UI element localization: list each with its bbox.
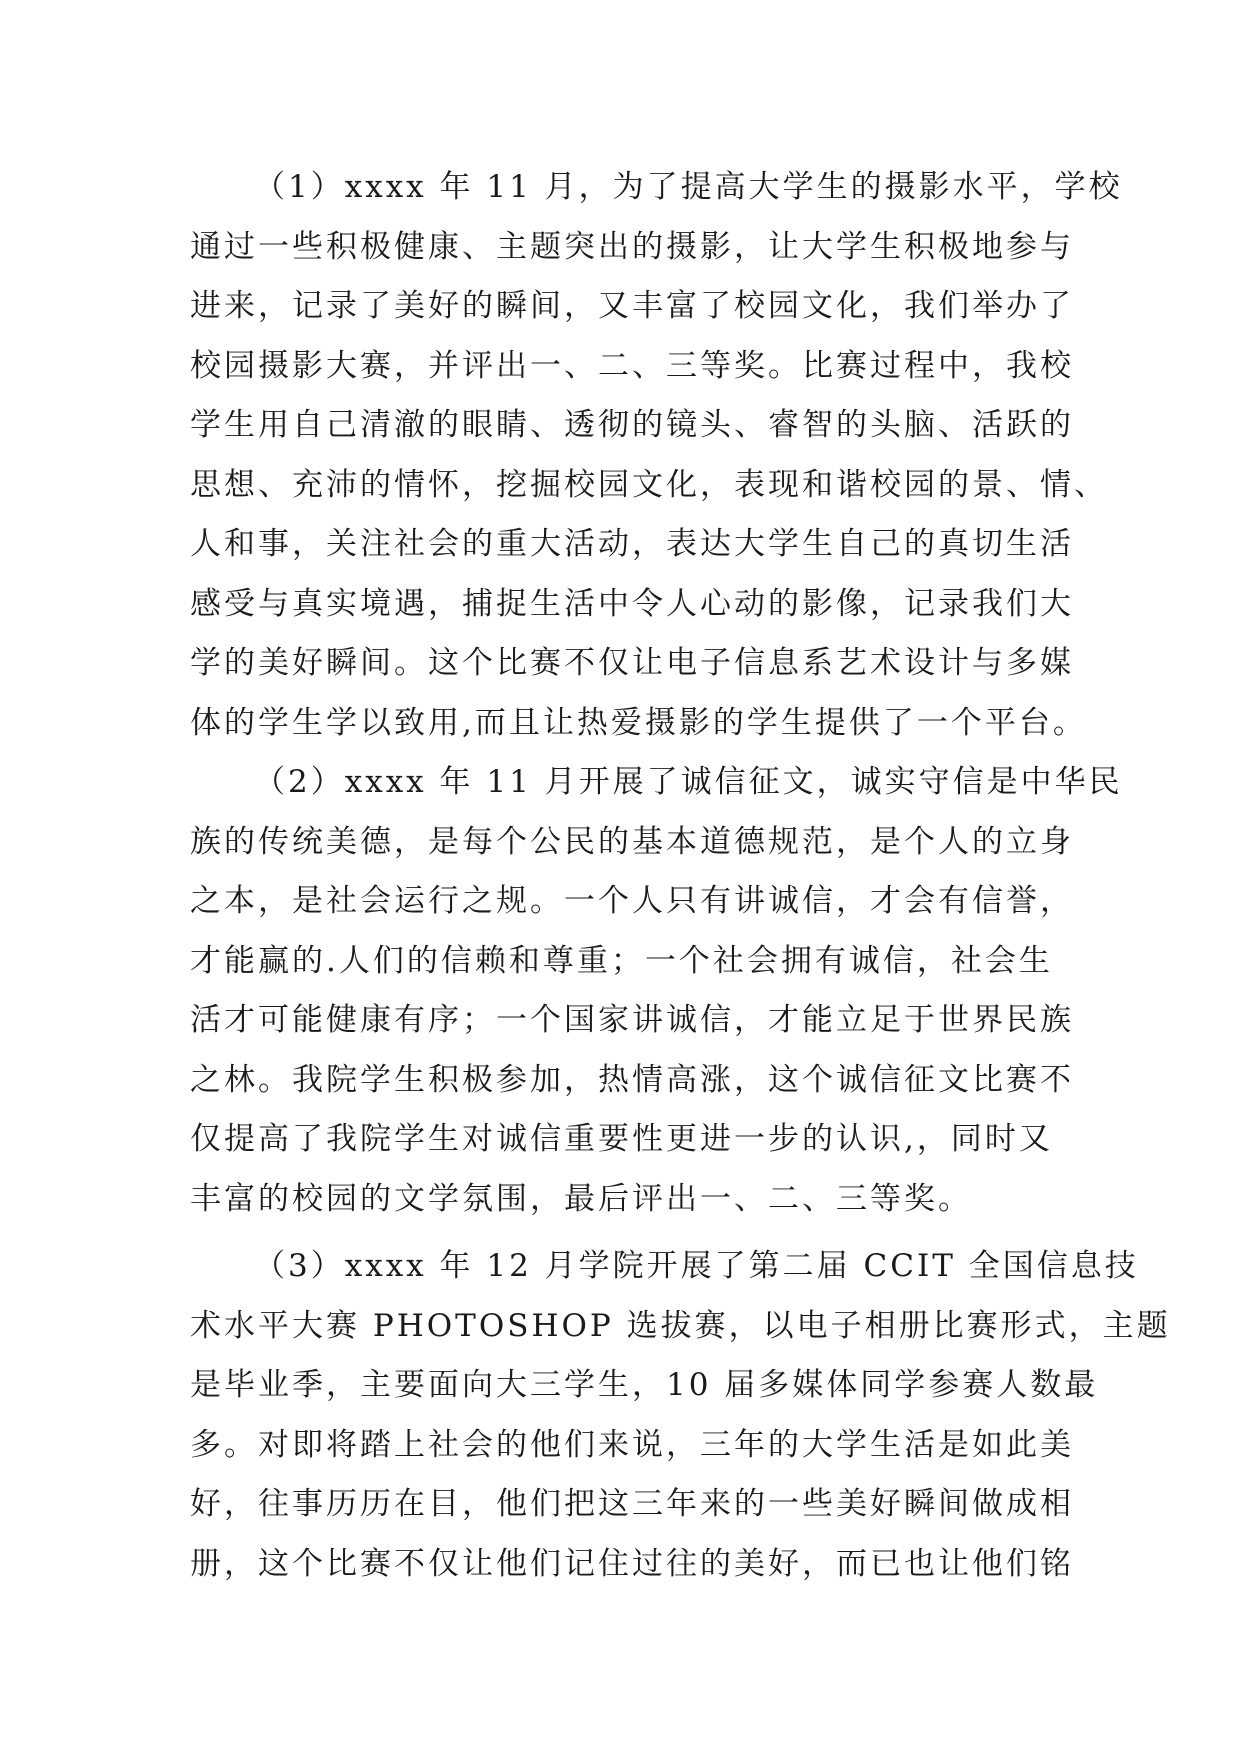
paragraph-line: 之林。我院学生积极参加，热情高涨，这个诚信征文比赛不 [190,1061,1074,1098]
paragraph-line: 丰富的校园的文学氛围，最后评出一、二、三等奖。 [190,1180,972,1217]
paragraph-1 [190,158,1123,753]
paragraph-line: 好，往事历历在目，他们把这三年来的一些美好瞬间做成相 [190,1486,1074,1522]
paragraph-spacer [190,1229,1050,1237]
paragraph-line: 才能赢的.人们的信赖和尊重；一个社会拥有诚信，社会生 [190,942,1053,979]
paragraph-line: 活才可能健康有序；一个国家讲诚信，才能立足于世界民族 [190,1002,1074,1038]
paragraph-line: 进来，记录了美好的瞬间，又丰富了校园文化，我们举办了 [190,288,1074,324]
document-body [190,158,1171,1594]
paragraph-2 [190,753,1123,1229]
paragraph-line: 体的学生学以致用,而且让热爱摄影的学生提供了一个平台。 [190,704,1087,741]
paragraph-line: 之本，是社会运行之规。一个人只有讲诚信，才会有信誉， [190,883,1074,919]
paragraph-line: （1）xxxx 年 11 月，为了提高大学生的摄影水平，学校 [254,169,1123,205]
paragraph-line: 术水平大赛 PHOTOSHOP 选拔赛，以电子相册比赛形式，主题 [190,1307,1171,1344]
paragraph-line: 通过一些积极健康、主题突出的摄影，让大学生积极地参与 [190,228,1074,265]
paragraph-line: 人和事，关注社会的重大活动，表达大学生自己的真切生活 [190,526,1074,562]
paragraph-line: 思想、充沛的情怀，挖掘校园文化，表现和谐校园的景、情、 [190,466,1108,503]
paragraph-line: 感受与真实境遇，捕捉生活中令人心动的影像，记录我们大 [190,585,1074,622]
paragraph-line: 族的传统美德，是每个公民的基本道德规范，是个人的立身 [190,823,1074,860]
paragraph-line: 校园摄影大赛，并评出一、二、三等奖。比赛过程中，我校 [190,347,1074,384]
paragraph-line: （2）xxxx 年 11 月开展了诚信征文，诚实守信是中华民 [254,764,1123,800]
paragraph-3 [190,1237,1171,1594]
paragraph-line: 仅提高了我院学生对诚信重要性更进一步的认识,，同时又 [190,1121,1053,1157]
paragraph-line: 学的美好瞬间。这个比赛不仅让电子信息系艺术设计与多媒 [190,645,1074,681]
paragraph-line: （3）xxxx 年 12 月学院开展了第二届 CCIT 全国信息技 [254,1248,1139,1284]
paragraph-line: 多。对即将踏上社会的他们来说，三年的大学生活是如此美 [190,1426,1074,1463]
paragraph-line: 是毕业季，主要面向大三学生，10 届多媒体同学参赛人数最 [190,1367,1099,1403]
paragraph-line: 册，这个比赛不仅让他们记住过往的美好，而已也让他们铭 [190,1545,1074,1582]
paragraph-line: 学生用自己清澈的眼睛、透彻的镜头、睿智的头脑、活跃的 [190,407,1074,443]
